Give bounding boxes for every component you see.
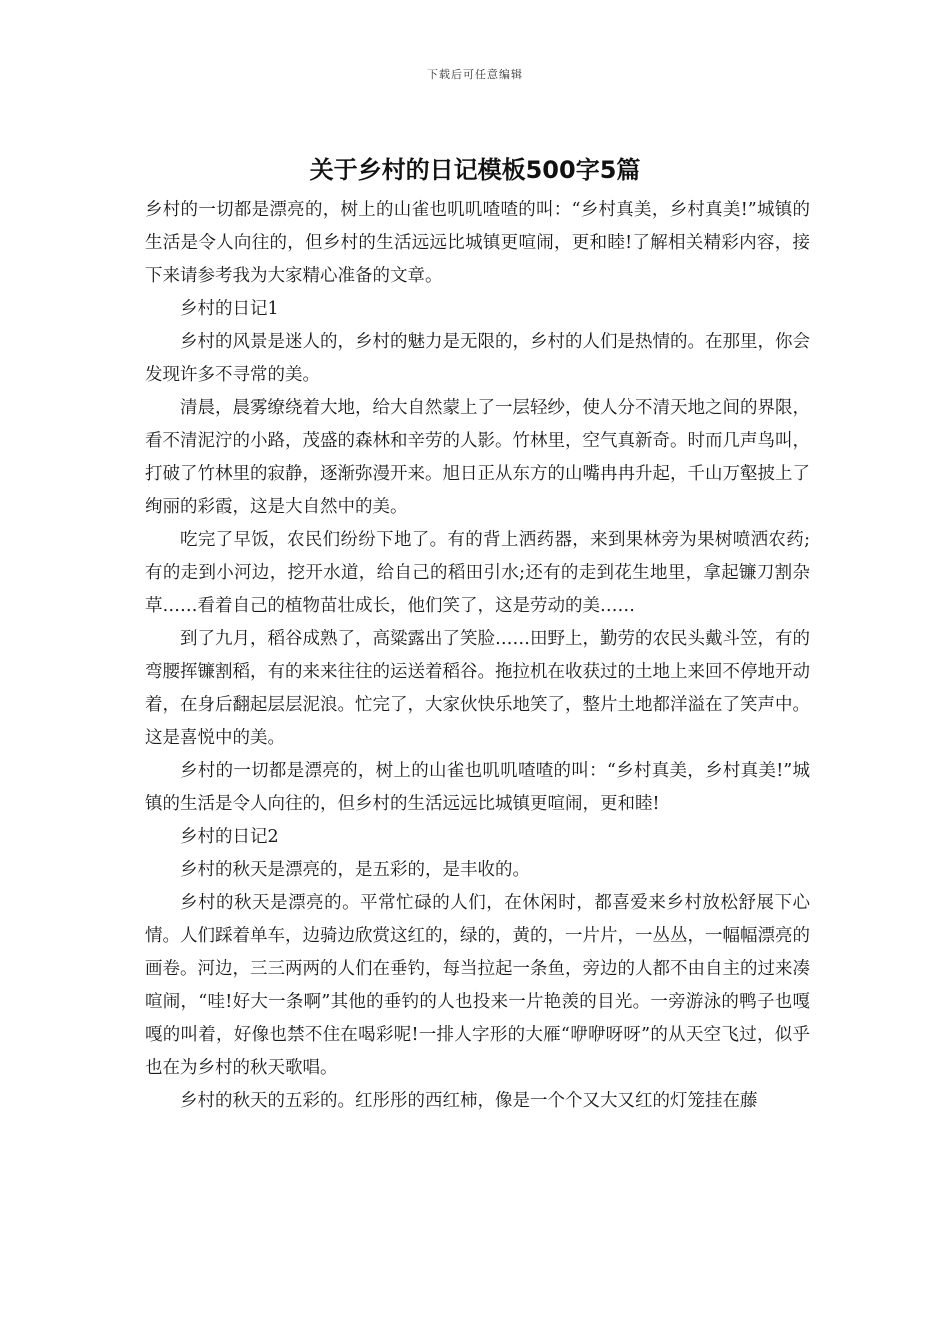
paragraph: 乡村的秋天的五彩的。红彤彤的西红柿，像是一个个又大又红的灯笼挂在藤 [180,1091,758,1111]
paragraph: 乡村的秋天是漂亮的。平常忙碌的人们，在休闲时，都喜爱来乡村放松舒展下心情。人们踩着单车，边骑边欣赏这红的，绿的，黄的，一片片，一丛丛，一幅幅漂亮的画卷。河边，三三两两的人们在垂钓，每当拉起一条鱼，旁边的人都不由自主的过来凑喧闹，“哇!好大一条啊”其他的垂钓的人也投来一片艳羡的目光。一旁游泳的鸭子也嘎嘎的叫着，好像也禁不住在喝彩呢!一排人字形的大雁“咿咿呀呀”的从天空飞过，似乎也在为乡村的秋天歌唱。 [145,893,810,1078]
paragraph: 到了九月，稻谷成熟了，高粱露出了笑脸……田野上，勤劳的农民头戴斗笠，有的弯腰挥镰割稻，有的来来往往的运送着稻谷。拖拉机在收获过的土地上来回不停地开动着，在身后翻起层层泥浪。忙完了，大家伙快乐地笑了，整片土地都洋溢在了笑声中。这是喜悦中的美。 [145,629,810,748]
document-title: 关于乡村的日记模板500字5篇 [309,156,641,184]
paragraph: 吃完了早饭，农民们纷纷下地了。有的背上洒药器，来到果林旁为果树喷洒农药;有的走到小河边，挖开水道，给自己的稻田引水;还有的走到花生地里，拿起镰刀割杂草……看着自己的植物苗壮成长，他们笑了，这是劳动的美…… [145,530,810,616]
paragraph: 乡村的风景是迷人的，乡村的魅力是无限的，乡村的人们是热情的。在那里，你会发现许多不寻常的美。 [145,332,810,385]
header-note: 下载后可任意编辑 [427,68,523,81]
section-heading-diary-1: 乡村的日记1 [180,299,279,319]
paragraph: 清晨，晨雾缭绕着大地，给大自然蒙上了一层轻纱，使人分不清天地之间的界限，看不清泥泞的小路，茂盛的森林和辛劳的人影。竹林里，空气真新奇。时而几声鸟叫，打破了竹林里的寂静，逐渐弥漫开来。旭日正从东方的山嘴冉冉升起，千山万壑披上了绚丽的彩霞，这是大自然中的美。 [145,398,810,517]
paragraph: 乡村的秋天是漂亮的，是五彩的，是丰收的。 [180,860,530,880]
paragraph: 乡村的一切都是漂亮的，树上的山雀也叽叽喳喳的叫：“乡村真美，乡村真美!”城镇的生活是令人向往的，但乡村的生活远远比城镇更喧闹，更和睦! [145,761,810,814]
intro-paragraph: 乡村的一切都是漂亮的，树上的山雀也叽叽喳喳的叫：“乡村真美，乡村真美!”城镇的生活是令人向往的，但乡村的生活远远比城镇更喧闹，更和睦!了解相关精彩内容，接下来请参考我为大家精心准备的文章。 [145,200,810,286]
document-body [145,194,810,1118]
section-heading-diary-2: 乡村的日记2 [180,827,279,847]
